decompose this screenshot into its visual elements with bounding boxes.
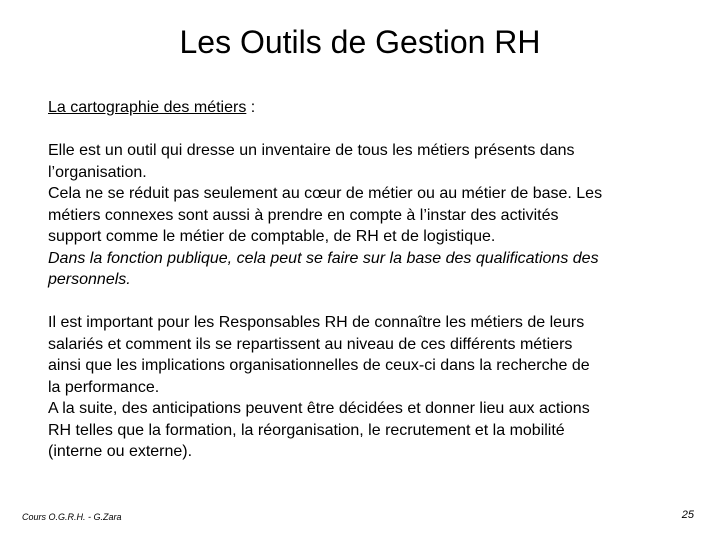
paragraph-1-line: Cela ne se réduit pas seulement au cœur de métier ou au métier de base. Les [48,185,603,202]
section-heading-suffix: : [246,99,256,116]
slide-content [48,97,678,463]
paragraph-1-line: Elle est un outil qui dresse un inventaire de tous les métiers présents dans [48,142,575,159]
footer-course-label: Cours O.G.R.H. - G.Zara [22,512,122,522]
paragraph-2-line: salariés et comment ils se repartissent au niveau de ces différents métiers [48,335,573,353]
paragraph-1-italic-line: Dans la fonction publique, cela peut se faire sur la base des qualifications des [48,249,599,267]
section-heading [48,97,678,119]
footer-page-number: 25 [681,509,694,521]
spacer [48,291,678,313]
paragraph-2-line: la performance. [48,378,160,396]
paragraph-2-line: RH telles que la formation, la réorganisation, le recrutement et la mobilité [48,421,565,439]
paragraph-1-line: métiers connexes sont aussi à prendre en compte à l’instar des activités [48,206,559,224]
section-heading-text: La cartographie des métiers [48,99,247,116]
spacer [48,119,678,141]
paragraph-2-line: Il est important pour les Responsables RH de connaître les métiers de leurs [48,314,585,331]
paragraph-2-line: A la suite, des anticipations peuvent être décidées et donner lieu aux actions [48,400,590,417]
slide-title: Les Outils de Gestion RH [179,24,541,60]
paragraph-1-line: support comme le métier de comptable, de RH et de logistique. [48,228,496,245]
paragraph-1 [48,140,678,291]
paragraph-2 [48,312,678,463]
paragraph-2-line: ainsi que les implications organisationnelles de ceux-ci dans la recherche de [48,357,590,374]
paragraph-1-line: l’organisation. [48,163,147,181]
paragraph-2-line: (interne ou externe). [48,443,193,460]
paragraph-1-italic-line: personnels. [48,271,131,288]
